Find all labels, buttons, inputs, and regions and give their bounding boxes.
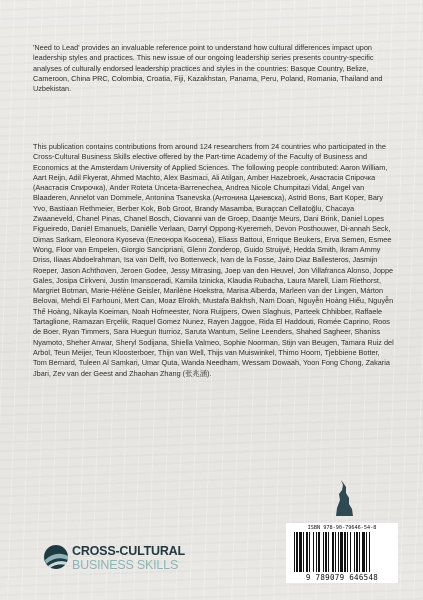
barcode-bar: [306, 532, 308, 572]
barcode-bar: [316, 532, 317, 572]
barcode-bar: [332, 532, 334, 572]
barcode-bar: [350, 532, 351, 572]
barcode-bar: [347, 532, 348, 572]
contributors-text: This publication contains contributions from around 124 researchers from 24 countries who participated in the Cross-Cultural Business Skills elective offered by the Part-time Academy of the Faculty of Business and Economics at the Amsterdam University of Applied Sciences. The following people contributed: Aaron William, Aart Reijn, Adil Fkyerat, Ahmed Machto, Alex Basmaci, Ali Atilgan, Amber Hazebroek, Анастасія Спірочка (Анастасія Спирочка), Ander Roteta Unceta-Barrenechea, Andrea Nicole Chumpitazi Vidal, Angel van Blaaderen, Annelot van Dommele, Antonina Tsanevska (Антонина Цаневска), Astrid Bons, Bart Koper, Bary Yvo, Bastiaan Rethmeier, Berber Kok, Bob Groot, Brandy Masamba, Buraçcan Cellatoğlu, Chacaya Zwaaneveld, Chanel Pinas, Chanel Bosch, Ciovanni van de Groep, Daantje Meurs, Dani Brink, Daniel Lopes Figueiredo, Daniël Emanuels, Daniëlle Verlaan, Darryl Oppong-Kyeremeh, Devon Posthouwer, Di-annah Seck, Dimas Sarkam, Eleonora Kyoseva (Елеонора Кьосева), Eliass Battoui, Enrique Beukers, Erva Semen, Esmee Wong, Floor van Empelen, Giorgio Sancipriani, Glenn Zonderop, Guido Struijvé, Hedda Smith, Ikram Ammy Driss, Iliaas Abdoelrahman, Isa van Delft, Ivo Botterweck, Ivan de la Fosse, Jairo Diaz Ballesteros, Jasmijn Roeper, Jason Achthoven, Jeroen Godee, Jessy Mitrasing, Joep van den Heuvel, Jon Villafranca Alonso, Joppe Gales, Josipa Cirkveni, Justin Imansoeradi, Kamila Izinicka, Klaudia Rubacha, Laura Marell, Liam Riethorst, Margriet Botman, Marie-Hélène Geisler, Marilène Hoekstra, Marisa Alberda, Marleen van der Lingen, Márton Belovai, Mehdi El Farhouni, Mert Can, Moaz Elrokh, Mustafa Bakhsh, Nam Doan, Nguyễn Hoàng Hiếu, Nguyễn Thế Hoàng, Nikayla Koeiman, Noah Hofmeester, Nora Ruijpers, Owen Slaghuis, Parteek Chhibber, Raffaele Tartaglione, Ramazan Erçelik, Raquel Gomez Nunez, Rayen Jaggoe, Rida El Haddouti, Romée Caprino, Roos de Boer, Ryan Timmers, Sara Huegun Iturrioz, Saruta Wantum, Seline Leenders, Shahed Sagheer, Shaniss Nyamoto, Sheher Anwar, Sheryl Sodijana, Shiella Valmeo, Sophie Noorman, Stijn van Beugen, Tamara Ruiz del Arbol, Teun Meijer, Teun Kloosterboer, Thijn van Well, Thijs van Muiswinkel, Thimo Hoorn, Tjebbiene Botter, Tom Bernard, Tuleen Al Samkari, Umar Quta, Wanda Needham, Wessam Dowaah, Yoon Fong Chong, Zakaria Jbari, Zev van der Geest and Zhaohan Zhang (张兆涵).: [33, 142, 394, 378]
barcode-bar: [318, 532, 320, 572]
logo-line-2: BUSINESS SKILLS: [72, 558, 179, 572]
barcode-bar: [340, 532, 343, 572]
barcode-bar: [338, 532, 339, 572]
globe-logo-icon: [42, 542, 70, 572]
barcode-bar: [362, 532, 365, 572]
contributors-paragraph: [33, 142, 395, 379]
intro-paragraph: [33, 43, 395, 94]
barcode-bar: [296, 532, 298, 572]
barcode-bar: [359, 532, 360, 572]
barcode-bar: [299, 532, 302, 572]
barcode-digits: 9 789079 646548: [305, 573, 379, 582]
barcode-bar: [294, 532, 295, 572]
cross-cultural-logo: [42, 540, 232, 580]
barcode-bar: [325, 532, 327, 572]
barcode-bar: [354, 532, 355, 572]
barcode-bar: [303, 532, 304, 572]
barcode-bar: [309, 532, 310, 572]
barcode-bar: [335, 532, 336, 572]
barcode-bar: [369, 532, 370, 572]
intro-text: 'Need to Lead' provides an invaluable reference point to understand how cultural differences impact upon leadership styles and practices. This new issue of our ongoing leadership series presents country-specific analyses of culturally endorsed leadership practices and styles in the countries: Basque Country, Belize, Cameroon, China PRC, Colombia, Croatia, Fiji, Kazakhstan, Panama, Peru, Poland, Romania, Thailand and Uzbekistan.: [33, 43, 383, 94]
isbn-label: ISBN 978-90-79646-54-8: [307, 525, 377, 531]
barcode: [286, 523, 398, 583]
barcode-bar: [313, 532, 314, 572]
barcode-bars-icon: [294, 532, 390, 572]
barcode-bar: [344, 532, 346, 572]
howling-wolf-icon: [331, 478, 359, 518]
barcode-bar: [356, 532, 358, 572]
barcode-bar: [328, 532, 329, 572]
barcode-bar: [323, 532, 324, 572]
logo-line-1: CROSS-CULTURAL: [72, 544, 185, 558]
barcode-bar: [366, 532, 367, 572]
